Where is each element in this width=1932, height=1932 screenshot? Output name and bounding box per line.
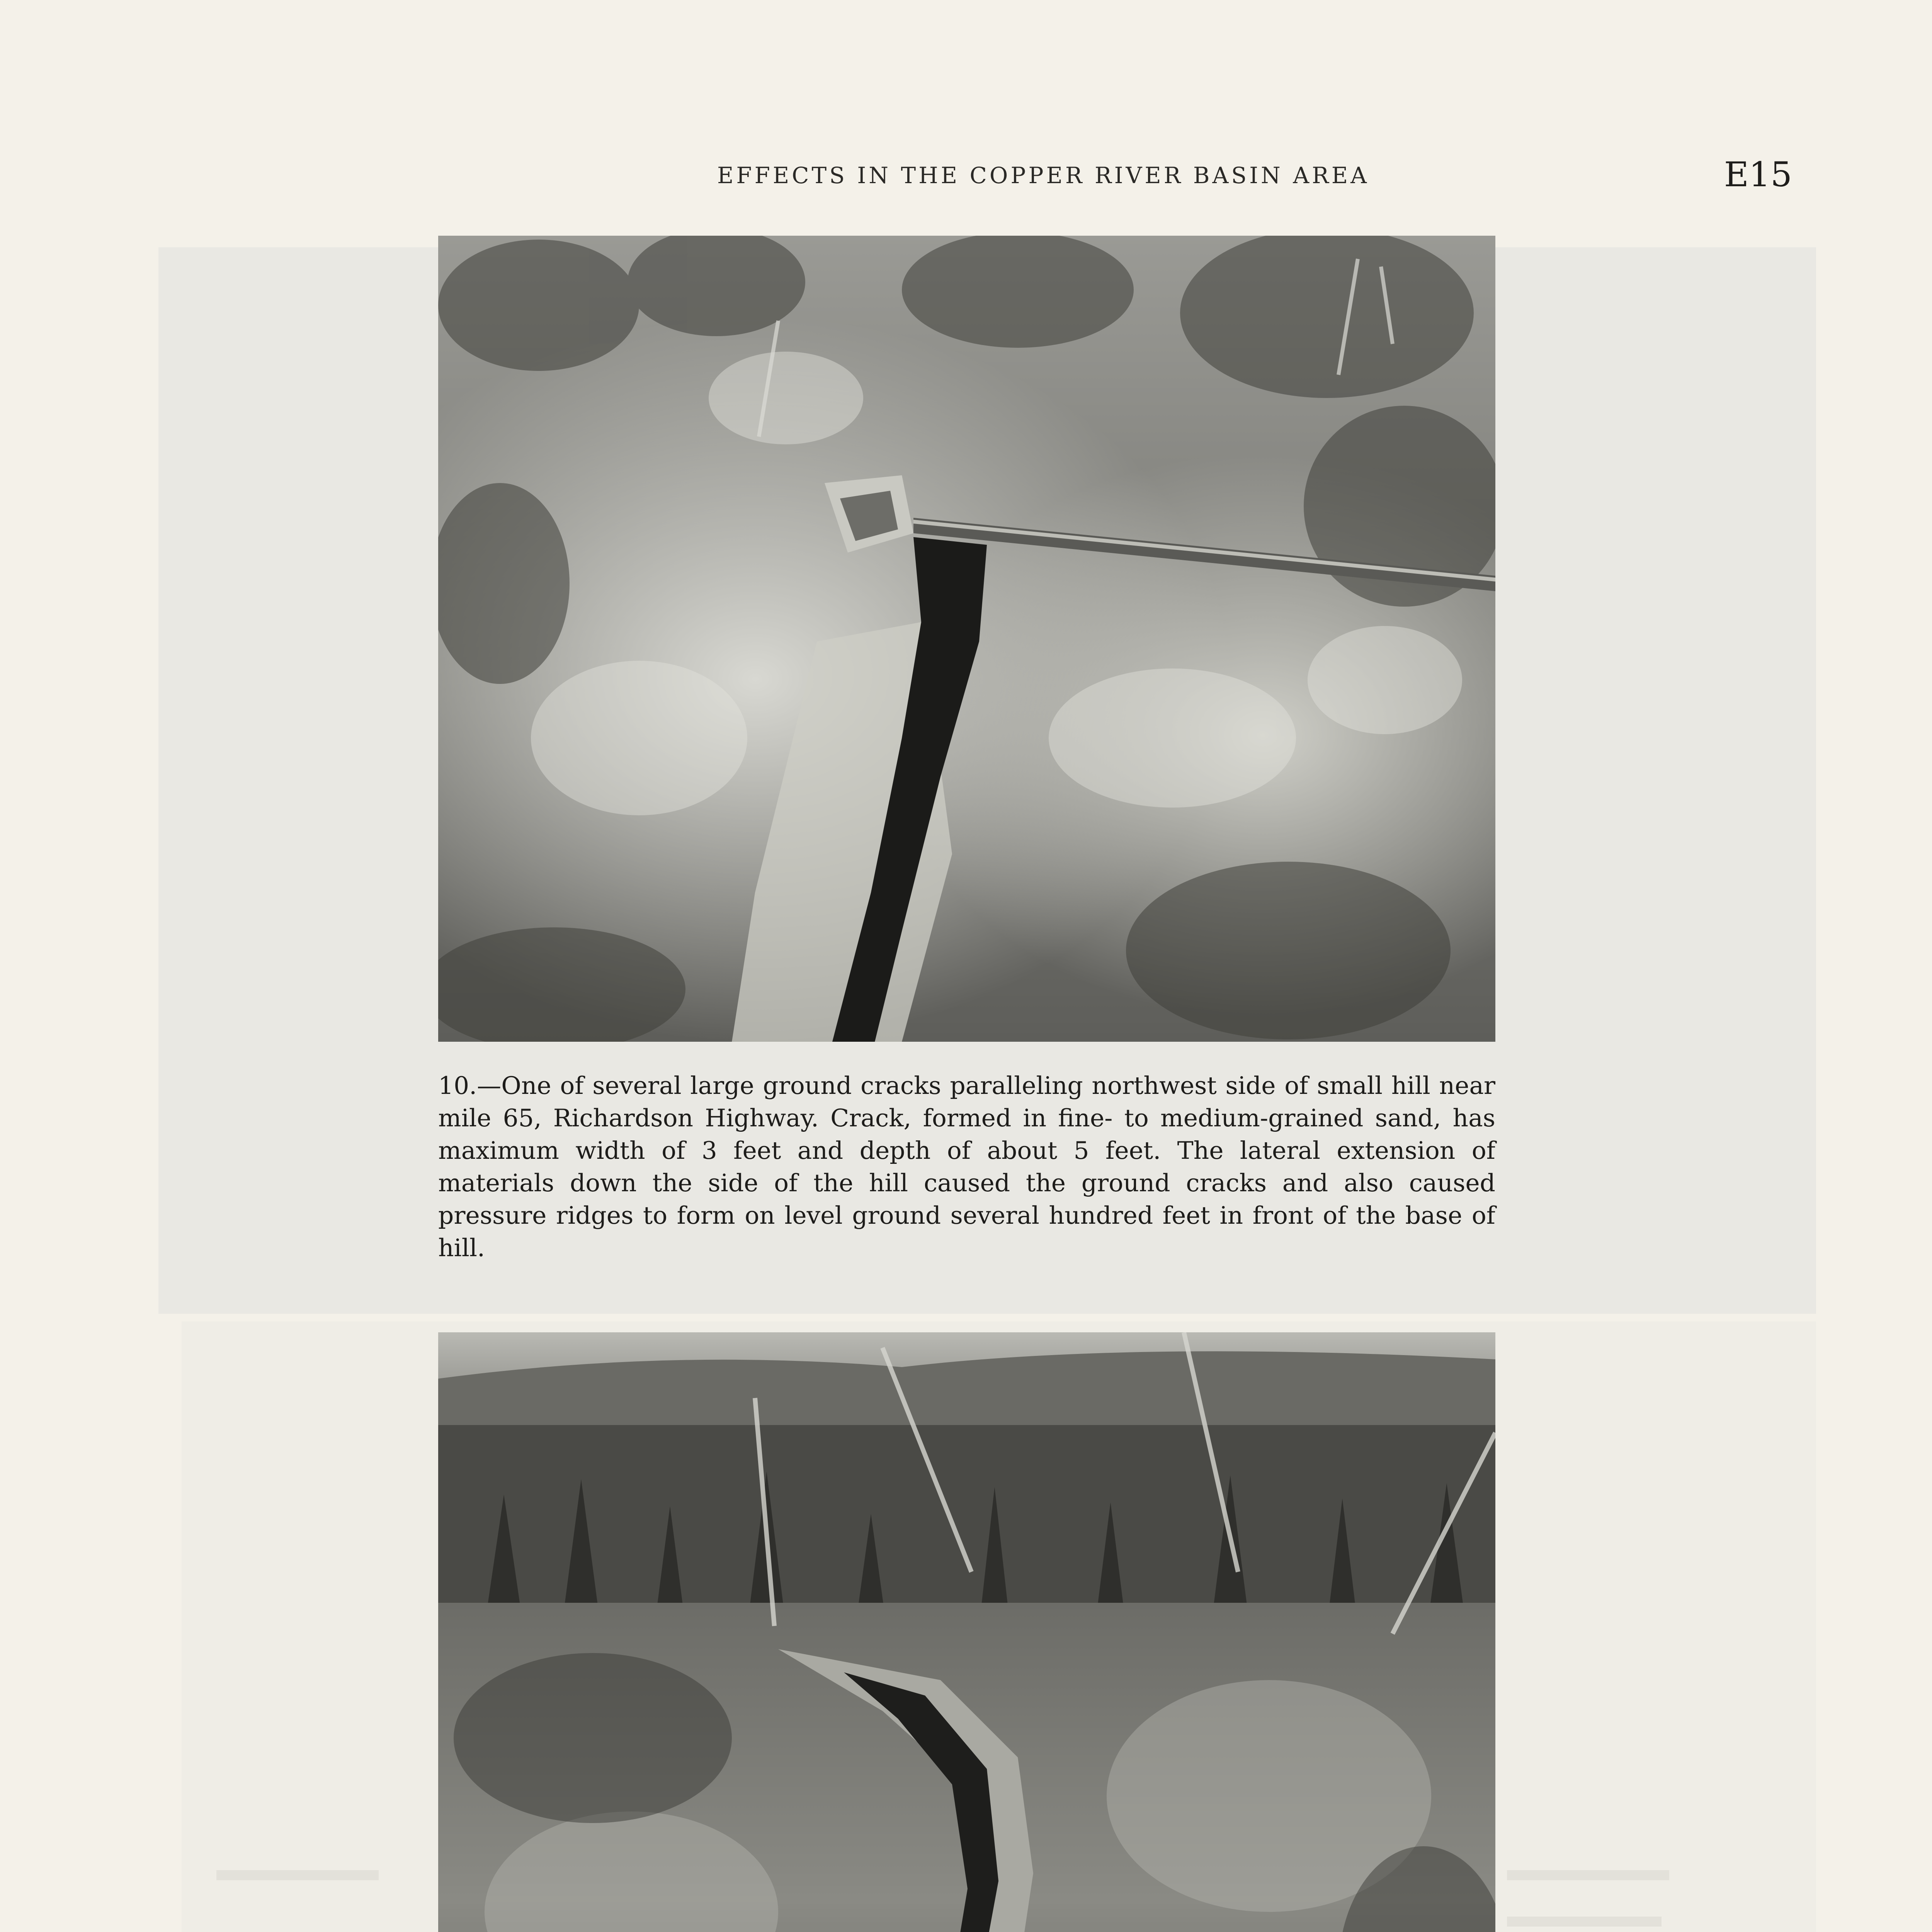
figure-10-photo — [438, 236, 1495, 1042]
page-number: E15 — [1724, 155, 1792, 194]
running-head: EFFECTS IN THE COPPER RIVER BASIN AREA — [717, 162, 1369, 189]
figure-11-photo — [438, 1332, 1495, 1932]
figure-11-photo-image — [438, 1332, 1495, 1932]
show-through-line — [1507, 1917, 1662, 1927]
show-through-line — [1507, 1870, 1669, 1880]
show-through-line — [216, 1870, 379, 1880]
figure-10-caption: 10.—One of several large ground cracks paralleling northwest side of small hill near mile 65, Richardson Highway. Crack, formed in fine- to medium-grained sand, has maximum width of 3 feet and depth of about 5 feet. The lateral extension of materials down the side of the hill caused the ground cracks and also caused pressure ridges to form on level ground several hundred feet in front of the base of hill. — [438, 1071, 1495, 1262]
figure-10-photo-image — [438, 236, 1495, 1042]
